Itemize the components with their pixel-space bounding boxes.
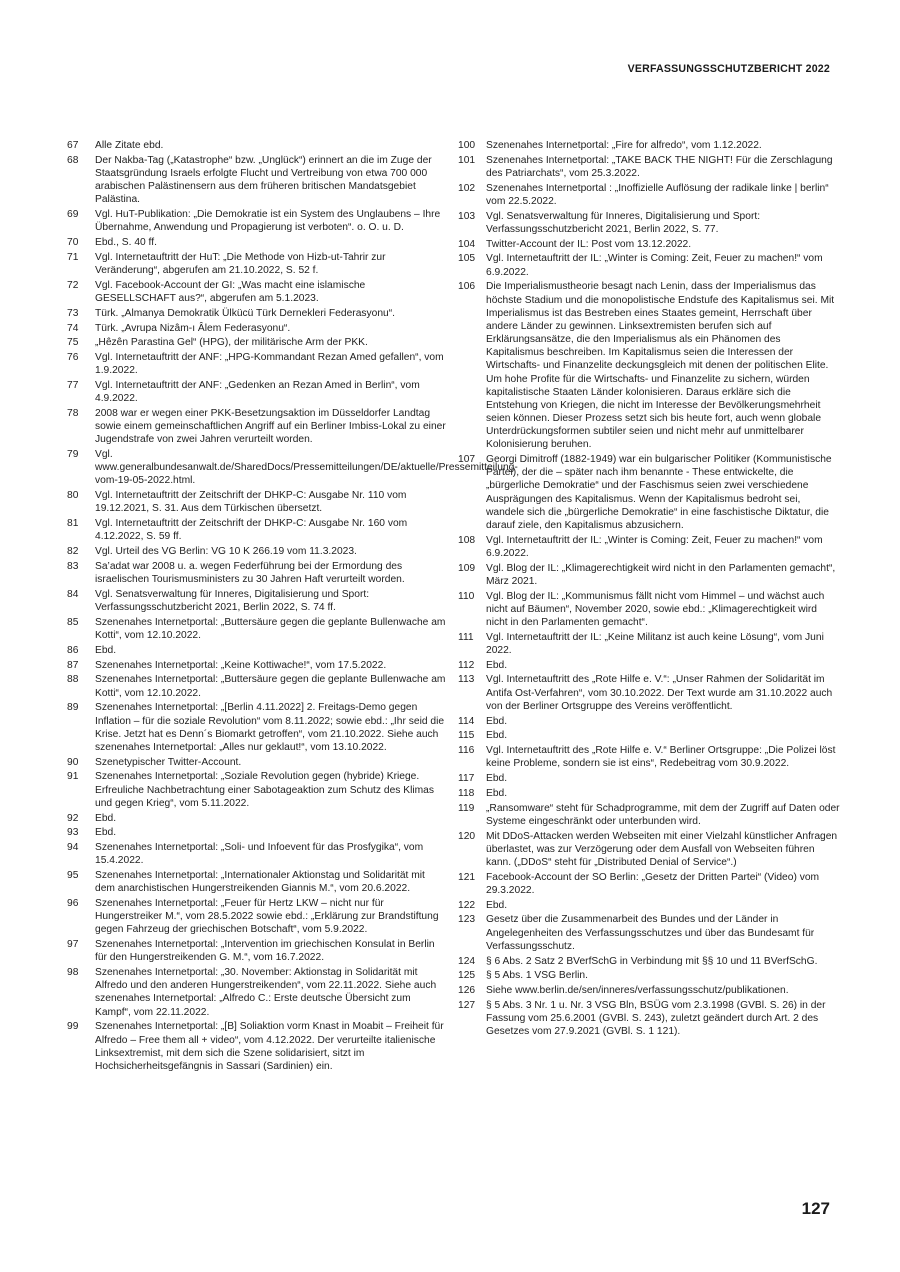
footnote-text: Szenenahes Internetportal: „Feuer für Hertz LKW – nicht nur für Hungerstreiker M.“, vom 28.5.2022 sowie ebd.: „Erklärung zur Brandstiftung gegen Fahrzeug der griechischen Botschaft“, vom 5.9.2022. [95,898,439,936]
footnote-text: Siehe www.berlin.de/sen/inneres/verfassungsschutz/publikationen. [486,985,789,997]
footnote-text: Szenenahes Internetportal: „[Berlin 4.11.2022] 2. Freitags-Demo gegen Inflation – für die soziale Revolution“ vom 8.11.2022; sowie ebd.: „Ihr seid die Krise. Jetzt hat es Denn´s Biomarkt getroffen“, vom 21.10.2022. Siehe auch szenenahes Internetportal: „Alles nur geklaut!“, vom 13.10.2022. [95,702,445,753]
footnote [67,644,447,657]
footnote-number: 119 [458,802,475,814]
footnote-number: 91 [67,771,79,783]
footnote-text: Georgi Dimitroff (1882-1949) war ein bulgarischer Politiker (Kommunistische Partei), der die – später nach ihm benannte - These entwickelte, die „bürgerliche Demokratie“ und der Faschismus seien zwei verschiedene Ausprägungen des Kapitalismus. Wenn der Kapitalismus bedroht sei, wandele sich die „bürgerliche Demokratie“ in eine faschistische Diktatur, die darauf ziele, den Kapitalismus abzusichern. [486,454,832,531]
footnote-text: Vgl. Internetauftritt der IL: „Winter is Coming: Zeit, Feuer zu machen!“ vom 6.9.2022. [486,253,823,278]
footnote-number: 90 [67,756,79,768]
footnote-number: 104 [458,238,476,250]
footnote-text: Ebd. [486,899,508,911]
footnote [458,673,840,712]
footnote-number: 118 [458,787,475,799]
footnote-text: Ebd. [95,827,117,839]
footnote [67,489,447,515]
footnote [67,966,447,1019]
footnote [458,715,840,728]
footnote [458,534,840,560]
footnote [458,955,840,968]
footnote-text: Ebd. [95,644,117,656]
footnote [458,139,840,152]
footnote-number: 67 [67,140,79,151]
footnote-number: 115 [458,730,475,742]
footnote-number: 88 [67,674,79,686]
footnote-text: Vgl. HuT-Publikation: „Die Demokratie ist ein System des Unglaubens – Ihre Übernahme, Anwendung und Propagierung ist verboten“. o. O. u. D. [95,209,441,234]
footnote-number: 101 [458,154,476,166]
footnote [458,729,840,742]
footnote-text: Vgl. Internetauftritt des „Rote Hilfe e. V.“ Berliner Ortsgruppe: „Die Polizei löst keine Probleme, sondern sie ist eins“, Redebeitrag vom 30.9.2022. [486,745,836,770]
footnote [458,182,840,208]
footnote-number: 95 [67,870,79,882]
footnote [67,897,447,936]
footnote-text: Szenenahes Internetportal: „[B] Soliaktion vorm Knast in Moabit – Freiheit für Alfredo – Free them all + video“, vom 4.12.2022. Der verurteilte italienische Linksextremist, mit dem sich die Szene solidarisiert, sitzt im Hochsicherheitsgefängnis in Sassari (Sardinien) ein. [95,1021,444,1072]
footnote [67,701,447,754]
footnote-number: 74 [67,322,79,334]
footnote-text: Vgl. Internetauftritt der HuT: „Die Methode von Hizb-ut-Tahrir zur Veränderung“, abgerufen am 21.10.2022, S. 52 f. [95,251,386,276]
footnote-text: Türk. „Avrupa Nizâm-ı Âlem Federasyonu“. [95,322,291,334]
footnote [458,969,840,982]
footnote [458,280,840,451]
footnote-text: Mit DDoS-Attacken werden Webseiten mit einer Vielzahl künstlicher Anfragen überlastet, was zur Verzögerung oder dem Ausfall von Webseiten führen kann. („DDoS“ steht für „Distributed Denial of Service“.) [486,830,838,868]
footnote [67,756,447,769]
footnote-number: 109 [458,562,476,574]
footnote-number: 83 [67,560,79,572]
footnote-text: Ebd. [486,773,508,785]
running-header: VERFASSUNGSSCHUTZBERICHT 2022 [627,63,830,75]
footnote-number: 124 [458,955,476,967]
footnote-text: Vgl. Internetauftritt der Zeitschrift der DHKP-C: Ausgabe Nr. 160 vom 4.12.2022, S. 59 ff. [95,518,408,543]
footnote-number: 78 [67,408,79,420]
footnote [67,826,447,839]
footnote-number: 71 [67,251,79,263]
footnote-number: 87 [67,659,79,671]
footnote-text: 2008 war er wegen einer PKK-Besetzungsaktion im Düsseldorfer Landtag sowie einem gemeinschaftlichen Angriff auf ein Berliner Imbiss-Lokal zu einer Jugendstrafe von zwei Jahren verurteilt worden. [95,408,446,446]
footnote-text: Ebd. [486,730,508,742]
footnote-text: Vgl. www.generalbundesanwalt.de/SharedDocs/Pressemitteilungen/DE/aktuelle/Pressemitteilung-vom-19-05-2022.html. [95,449,518,487]
footnote [458,871,840,897]
footnote-text: Ebd. [95,812,117,824]
footnote [67,379,447,405]
footnote-text: § 5 Abs. 3 Nr. 1 u. Nr. 3 VSG Bln, BSÜG vom 2.3.1998 (GVBl. S. 26) in der Fassung vom 25.6.2001 (GVBl. S. 243), zuletzt geändert durch Art. 2 des Gesetzes vom 27.9.2021 (GVBl. S. 1 121). [486,999,826,1038]
footnote-number: 84 [67,588,79,600]
footnote-text: Szenetypischer Twitter-Account. [95,756,242,768]
footnote-text: § 5 Abs. 1 VSG Berlin. [486,970,588,982]
footnote-number: 77 [67,380,79,392]
footnote-number: 107 [458,454,476,466]
footnote-number: 113 [458,674,475,686]
footnote [67,616,447,642]
footnote-text: Ebd. [486,659,508,671]
footnote-number: 126 [458,985,476,997]
footnote-text: Gesetz über die Zusammenarbeit des Bundes und der Länder in Angelegenheiten des Verfassungsschutzes und über das Bundesamt für Verfassungsschutz. [486,914,815,952]
footnote [67,322,447,335]
footnote-number: 125 [458,970,476,982]
footnote-text: Vgl. Internetauftritt der IL: „Keine Militanz ist auch keine Lösung“, vom Juni 2022. [486,631,824,656]
footnote-number: 110 [458,590,475,602]
footnote [67,208,447,234]
footnote-number: 103 [458,210,476,222]
footnote [67,812,447,825]
footnote [458,999,840,1038]
footnote [67,517,447,543]
footnote [458,744,840,770]
footnote [67,560,447,586]
footnote-number: 81 [67,518,79,530]
footnote [458,631,840,657]
footnote-text: Szenenahes Internetportal: „30. November: Aktionstag in Solidarität mit Alfredo und den anderen Hungerstreikenden“, vom 22.11.2022. Siehe auch szenenahes Internetportal: „Alfredo C.: Erste deutsche Übersicht zum Kampf“, vom 22.11.2022. [95,967,437,1018]
footnote-text: Ebd. [486,787,508,799]
footnote [458,802,840,828]
footnote [458,252,840,278]
footnote-text: „Ransomware“ steht für Schadprogramme, mit dem der Zugriff auf Daten oder Systeme eingeschränkt oder unterbunden wird. [486,802,840,827]
footnote [458,210,840,236]
footnote [67,351,447,377]
footnote [67,869,447,895]
footnote-number: 96 [67,898,79,910]
footnote-text: Die Imperialismustheorie besagt nach Lenin, dass der Imperialismus das höchste Stadium und die monopolistische Endstufe des Kapitalismus sei. Mit Imperialismus ist das Bestreben eines Staates gemeint, Herrschaft über andere Länder zu gewinnen. Linksextremisten berufen sich auf Erklärungsansätze, die den Imperialismus als ein Phänomen des Kapitalismus beschreiben. Im Kapitalismus seien die Interessen der Wirtschafts- und Finanzelite deckungsgleich mit denen der politischen Elite. Um hohe Profite für die Wirtschafts- und Finanzelite zu sichern, würden kapitalistische Staaten Länder kolonisieren. Daraus erkläre sich die Entstehung von Kriegen, die nicht im Interesse der Bevölkerungsmehrheit seien können. Dieser Prozess setzt sich bis heute fort, auch wenn globale Unterdrückungsformen subtiler seien und nicht mehr auf unmittelbarer Kolonisierung beruhen. [486,281,835,451]
footnote-number: 89 [67,702,79,714]
footnote-number: 111 [458,631,474,643]
footnote-text: Alle Zitate ebd. [95,140,164,151]
footnote-text: Szenenahes Internetportal: „Keine Kottiwache!“, vom 17.5.2022. [95,659,387,671]
footnote-text: Sa’adat war 2008 u. a. wegen Federführung bei der Ermordung des israelischen Tourismusministers zu 30 Jahren Haft verurteilt worden. [95,560,405,586]
footnote [67,154,447,207]
footnote-number: 102 [458,182,476,194]
footnote [458,899,840,912]
footnote-text: Facebook-Account der SO Berlin: „Gesetz der Dritten Partei“ (Video) vom 29.3.2022. [486,871,820,896]
footnote-number: 106 [458,281,476,293]
footnote-number: 86 [67,644,79,656]
footnote-text: Vgl. Internetauftritt der ANF: „HPG-Kommandant Rezan Amed gefallen“, vom 1.9.2022. [95,352,444,377]
footnote-number: 121 [458,871,476,883]
footnote-text: Türk. „Almanya Demokratik Ülkücü Türk Dernekleri Federasyonu“. [95,307,396,319]
footnote-number: 114 [458,715,475,727]
footnote-number: 108 [458,534,476,546]
footnote-number: 70 [67,237,79,249]
footnote-number: 94 [67,842,79,854]
footnote-number: 105 [458,253,476,265]
footnote-number: 100 [458,140,476,151]
footnote [67,1020,447,1073]
footnote [458,154,840,180]
footnote-number: 122 [458,899,476,911]
footnote-text: Vgl. Blog der IL: „Klimagerechtigkeit wird nicht in den Parlamenten gemacht“, März 2021. [486,562,836,587]
footnote-text: Der Nakba-Tag („Katastrophe“ bzw. „Unglück“) erinnert an die im Zuge der Staatsgründung Israels erfolgte Flucht und Vertreibung von etwa 700 000 arabischen Palästinensern aus dem früheren britischen Mandatsgebiet Palästina. [95,154,432,206]
footnote-text: Ebd. [486,715,508,727]
footnote [67,545,447,558]
footnotes-column-right [458,139,840,1040]
footnote-text: Twitter-Account der IL: Post vom 13.12.2022. [486,238,692,250]
footnote-text: Szenenahes Internetportal: „Intervention im griechischen Konsulat in Berlin für den Hungerstreikenden G. M.“, vom 16.7.2022. [95,939,435,964]
footnote [458,590,840,629]
footnote-text: Szenenahes Internetportal: „Soli- und Infoevent für das Prosfygika“, vom 15.4.2022. [95,842,424,867]
footnote [458,772,840,785]
footnote-text: Vgl. Senatsverwaltung für Inneres, Digitalisierung und Sport: Verfassungsschutzbericht 2021, Berlin 2022, S. 77. [486,210,761,235]
footnote-text: Vgl. Internetauftritt des „Rote Hilfe e. V.“: „Unser Rahmen der Solidarität im Antifa Ost-Verfahren“, vom 30.10.2022. Der Text wurde am 31.10.2022 auch von der Berliner Ortsgruppe des Vereins veröffentlicht. [486,674,833,712]
footnote-text: Vgl. Internetauftritt der Zeitschrift der DHKP-C: Ausgabe Nr. 110 vom 19.12.2021, S. 31. Aus dem Türkischen übersetzt. [95,490,407,515]
footnote-number: 112 [458,659,475,671]
footnote-text: Vgl. Internetauftritt der ANF: „Gedenken an Rezan Amed in Berlin“, vom 4.9.2022. [95,380,420,405]
footnote-number: 120 [458,830,476,842]
footnote-text: Vgl. Senatsverwaltung für Inneres, Digitalisierung und Sport: Verfassungsschutzbericht 2021, Berlin 2022, S. 74 ff. [95,588,370,614]
footnote-number: 98 [67,967,79,979]
footnote-number: 82 [67,546,79,558]
footnote [67,336,447,349]
footnote-text: Szenenahes Internetportal : „Inoffizielle Auflösung der radikale linke | berlin“ vom 22.5.2022. [486,182,829,207]
footnote-text: Vgl. Urteil des VG Berlin: VG 10 K 266.19 vom 11.3.2023. [95,546,357,558]
footnote-number: 123 [458,914,476,926]
footnote-number: 72 [67,279,79,291]
footnote-text: Szenenahes Internetportal: „Buttersäure gegen die geplante Bullenwache am Kotti“, vom 12.10.2022. [95,616,446,641]
footnote-text: § 6 Abs. 2 Satz 2 BVerfSchG in Verbindung mit §§ 10 und 11 BVerfSchG. [486,955,818,967]
footnote-number: 92 [67,812,79,824]
footnote-number: 73 [67,307,79,319]
page-number: 127 [801,1199,830,1218]
footnote-number: 117 [458,773,475,785]
footnote-text: Szenenahes Internetportal: „Soziale Revolution gegen (hybride) Kriege. Erfreuliche Nachbetrachtung einer Sabotageaktion zum Schutz des Klimas und gegen Krieg“, vom 5.11.2022. [95,771,435,809]
footnote [67,407,447,446]
footnote [458,562,840,588]
footnote [458,453,840,532]
footnote [67,841,447,867]
footnote [67,251,447,277]
footnote-number: 97 [67,939,79,951]
footnote-number: 79 [67,449,79,461]
footnote-number: 76 [67,352,79,364]
footnote-text: Szenenahes Internetportal: „Buttersäure gegen die geplante Bullenwache am Kotti“, vom 12.10.2022. [95,674,446,699]
footnote-number: 116 [458,745,475,757]
footnote [67,236,447,249]
footnote [458,659,840,672]
footnote [67,659,447,672]
footnote-number: 68 [67,154,79,166]
footnote [67,770,447,809]
footnote [67,139,447,152]
footnote [67,938,447,964]
footnote [67,588,447,614]
footnote-text: Szenenahes Internetportal: „TAKE BACK THE NIGHT! Für die Zerschlagung des Patriarchats“, vom 25.3.2022. [486,154,833,179]
footnote-text: Szenenahes Internetportal: „Fire for alfredo“, vom 1.12.2022. [486,140,762,151]
footnote-number: 127 [458,999,476,1011]
footnote [67,307,447,320]
footnote [458,787,840,800]
footnote-text: Ebd., S. 40 ff. [95,237,157,249]
footnote-text: Szenenahes Internetportal: „Internationaler Aktionstag und Solidarität mit dem anarchistischen Hungerstreikenden Giannis M.“, vom 20.6.2022. [95,870,425,895]
footnote-text: Vgl. Internetauftritt der IL: „Winter is Coming: Zeit, Feuer zu machen!“ vom 6.9.2022. [486,534,823,559]
footnote-number: 99 [67,1021,79,1033]
footnote-text: Vgl. Blog der IL: „Kommunismus fällt nicht vom Himmel – und wächst auch nicht auf Bäumen“, November 2020, sowie ebd.: „Klimagerechtigkeit wird nicht in den Parlamenten gemacht“. [486,590,825,628]
footnote-text: Vgl. Facebook-Account der GI: „Was macht eine islamische GESELLSCHAFT aus?“, abgerufen am 5.1.2023. [95,279,366,304]
footnote [458,238,840,251]
footnote [67,673,447,699]
footnote [458,913,840,952]
footnote-number: 69 [67,209,79,221]
footnote [67,279,447,305]
footnote-number: 80 [67,490,79,502]
footnote-number: 93 [67,827,79,839]
footnote-text: „Hêzên Parastina Gel“ (HPG), der militärische Arm der PKK. [95,337,368,349]
footnote [458,830,840,869]
footnote-number: 75 [67,337,79,349]
footnote [458,984,840,997]
footnote-number: 85 [67,616,79,628]
